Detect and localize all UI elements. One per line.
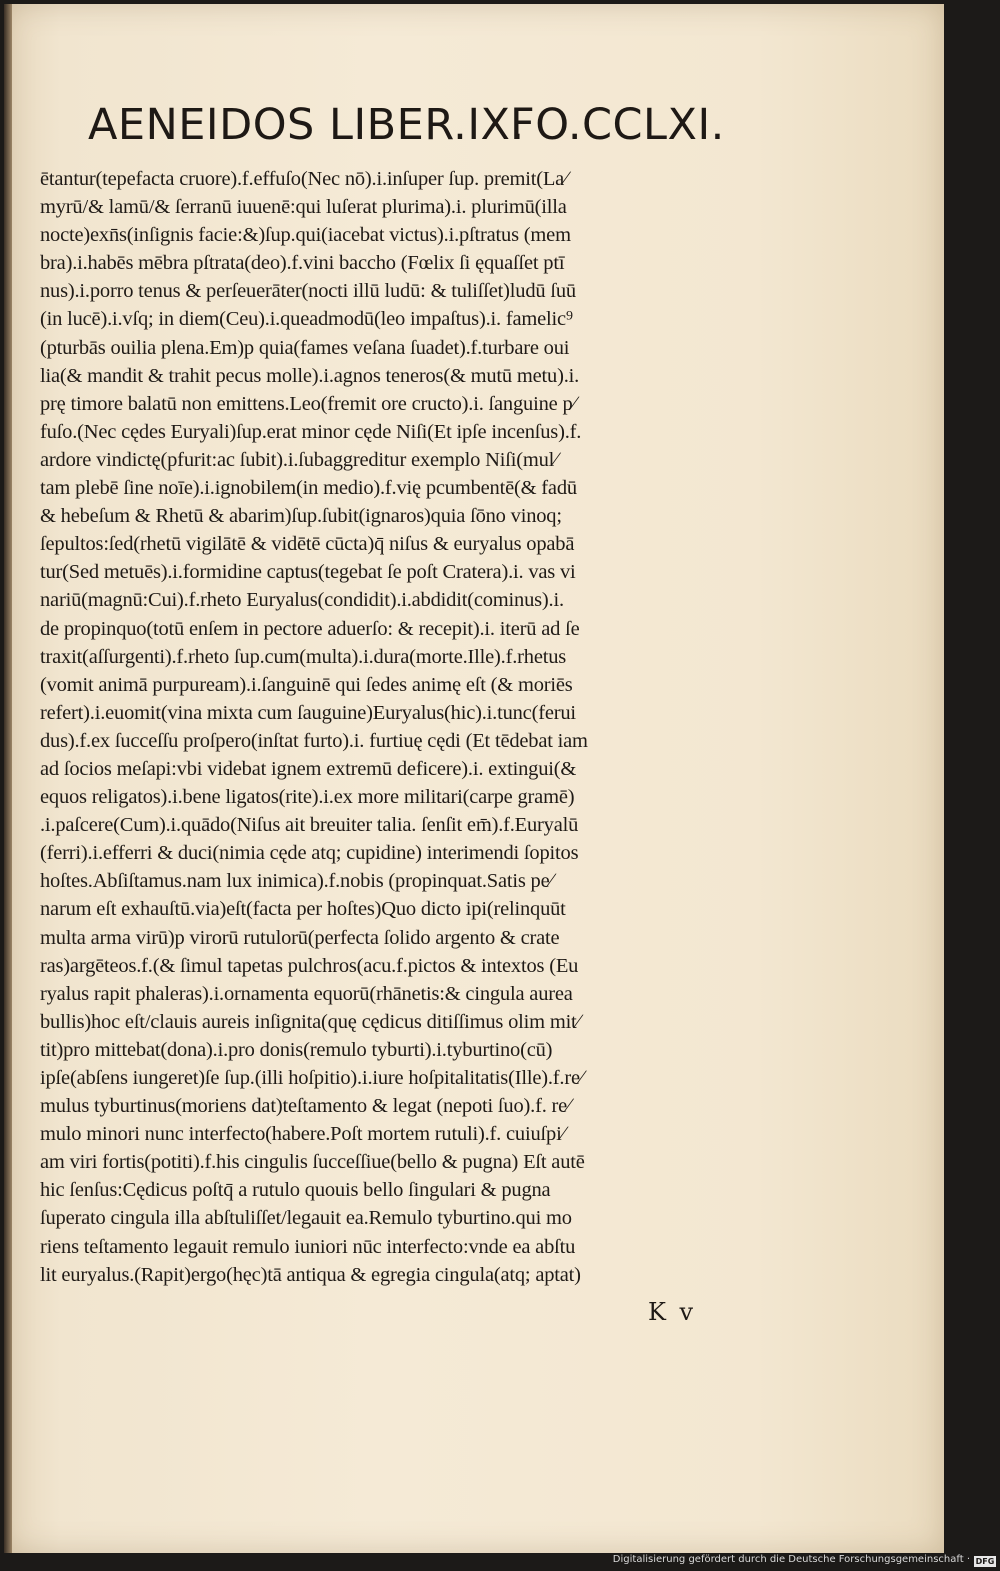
text-line: (pturbās ouilia plena.Em)p quia(fames veſana ſuadet).f.turbare oui <box>40 336 570 359</box>
text-line: ras)argēteos.f.(& ſimul tapetas pulchros(acu.f.pictos & intextos (Eu <box>40 954 579 977</box>
text-line: mulus tyburtinus(moriens dat)teſtamento & legat (nepoti ſuo).f. re∕ <box>40 1095 571 1118</box>
text-line: lia(& mandit & trahit pecus molle).i.agnos teneros(& mutū metu).i. <box>40 364 580 387</box>
text-line: ardore vindictę(pfurit:ac ſubit).i.ſubaggreditur exemplo Niſi(mul∕ <box>40 448 558 471</box>
folio-number: FO.CCLXI. <box>510 100 725 150</box>
signature-mark: K v <box>648 1298 697 1326</box>
text-line: fuſo.(Nec cędes Euryali)ſup.erat minor cęde Niſi(Et ipſe incenſus).f. <box>40 420 582 443</box>
text-line: (in lucē).i.vſq; in diem(Ceu).i.queadmodū(leo impaſtus).i. famelic⁹ <box>40 308 573 331</box>
text-line: riens teſtamento legauit remulo iuniori nūc interfecto:vnde ea abſtu <box>40 1235 576 1258</box>
text-line: tur(Sed metuēs).i.formidine captus(tegebat ſe poſt Cratera).i. vas vi <box>40 561 576 584</box>
text-line: hoſtes.Abſiſtamus.nam lux inimica).f.nobis (propinquat.Satis pe∕ <box>40 870 553 893</box>
funding-credit: Digitalisierung gefördert durch die Deutsche Forschungsgemeinschaft · <box>612 1554 970 1565</box>
text-line: nariū(magnū:Cui).f.rheto Euryalus(condidit).i.abdidit(cominus).i. <box>40 589 564 612</box>
text-line: ryalus rapit phaleras).i.ornamenta equorū(rhānetis:& cingula aurea <box>40 982 573 1005</box>
text-line: ētantur(tepefacta cruore).f.effuſo(Nec nō).i.inſuper ſup. premit(La∕ <box>40 168 568 190</box>
text-line: tam plebē ſine noīe).i.ignobilem(in medio).f.vię pcumbentē(& fadū <box>40 477 577 500</box>
text-line: refert).i.euomit(vina mixta cum ſauguine)Euryalus(hic).i.tunc(ferui <box>40 701 576 724</box>
text-line: ſepultos:ſed(rhetū vigilātē & vidētē cūcta)q̄ niſus & euryalus opabā <box>40 533 575 556</box>
text-line: hic ſenſus:Cędicus poſtq̄ a rutulo quouis bello ſingulari & pugna <box>40 1179 551 1202</box>
text-line: am viri fortis(potiti).f.his cingulis ſucceſſiue(bello & pugna) Eſt autē <box>40 1151 585 1174</box>
text-line: mulo minori nunc interfecto(habere.Poſt mortem rutuli).f. cuiuſpi∕ <box>40 1123 565 1146</box>
text-line: (vomit animā purpuream).i.ſanguinē qui ſedes animę eſt (& moriēs <box>40 673 573 696</box>
running-head <box>88 100 938 160</box>
text-line: ad ſocios meſapi:vbi videbat ignem extremū deficere).i. extingui(& <box>40 757 577 780</box>
text-line: de propinquo(totū enſem in pectore aduerſo: & recepit).i. iterū ad ſe <box>40 617 580 640</box>
running-title: AENEIDOS LIBER.IX. <box>88 100 525 150</box>
text-line: prę timore balatū non emittens.Leo(fremit ore cructo).i. ſanguine p∕ <box>40 392 576 415</box>
text-line: (ferri).i.efferri & duci(nimia cęde atq; cupidine) interimendi ſopitos <box>40 842 579 865</box>
text-line: ſuperato cingula illa abſtuliſſet/legauit ea.Remulo tyburtino.qui mo <box>40 1207 572 1230</box>
text-line: & hebeſum & Rhetū & abarim)ſup.ſubit(ignaros)quia ſōno vinoq; <box>40 505 562 528</box>
text-line: ipſe(abſens iungeret)ſe ſup.(illi hoſpitio).i.iure hoſpitalitatis(Ille).f.re∕ <box>40 1067 584 1089</box>
text-line: lit euryalus.(Rapit)ergo(hęc)tā antiqua & egregia cingula(atq; aptat) <box>40 1263 581 1286</box>
text-line: equos religatos).i.bene ligatos(rite).i.ex more militari(carpe gramē) <box>40 786 575 809</box>
page-gutter <box>4 4 12 1553</box>
text-line: tit)pro mittebat(dona).i.pro donis(remulo tyburti).i.tyburtino(cū) <box>40 1038 553 1061</box>
text-line: .i.paſcere(Cum).i.quādo(Niſus ait breuiter talia. ſenſit em̄).f.Euryalū <box>40 814 579 837</box>
text-line: nus).i.porro tenus & perſeuerāter(nocti illū ludū: & tuliſſet)ludū ſuū <box>40 280 576 303</box>
text-line: multa arma virū)p virorū rutulorū(perfecta ſolido argento & crate <box>40 926 560 949</box>
text-line: nocte)exn̄s(inſignis facie:&)ſup.qui(iacebat victus).i.pſtratus (mem <box>40 224 571 247</box>
text-line: bra).i.habēs mēbra pſtrata(deo).f.vini baccho (Fœlix ſi ęquaſſet ptī <box>40 252 565 275</box>
text-line: traxit(aſſurgenti).f.rheto ſup.cum(multa).i.dura(morte.Ille).f.rhetus <box>40 645 567 668</box>
dfg-logo: DFG <box>975 1557 995 1566</box>
text-line: myrū/& lamū/& ſerranū iuuenē:qui luſerat plurima).i. plurimū(illa <box>40 196 567 219</box>
text-line: dus).f.ex ſucceſſu proſpero(inſtat furto).i. furtiuę cędi (Et tēdebat iam <box>40 729 588 752</box>
text-line: narum eſt exhauſtū.via)eſt(facta per hoſtes)Quo dicto ipi(relinquūt <box>40 898 566 921</box>
commentary-text <box>40 165 785 1289</box>
text-line: bullis)hoc eſt/clauis aureis inſignita(quę cędicus ditiſſimus olim mit∕ <box>40 1010 580 1033</box>
